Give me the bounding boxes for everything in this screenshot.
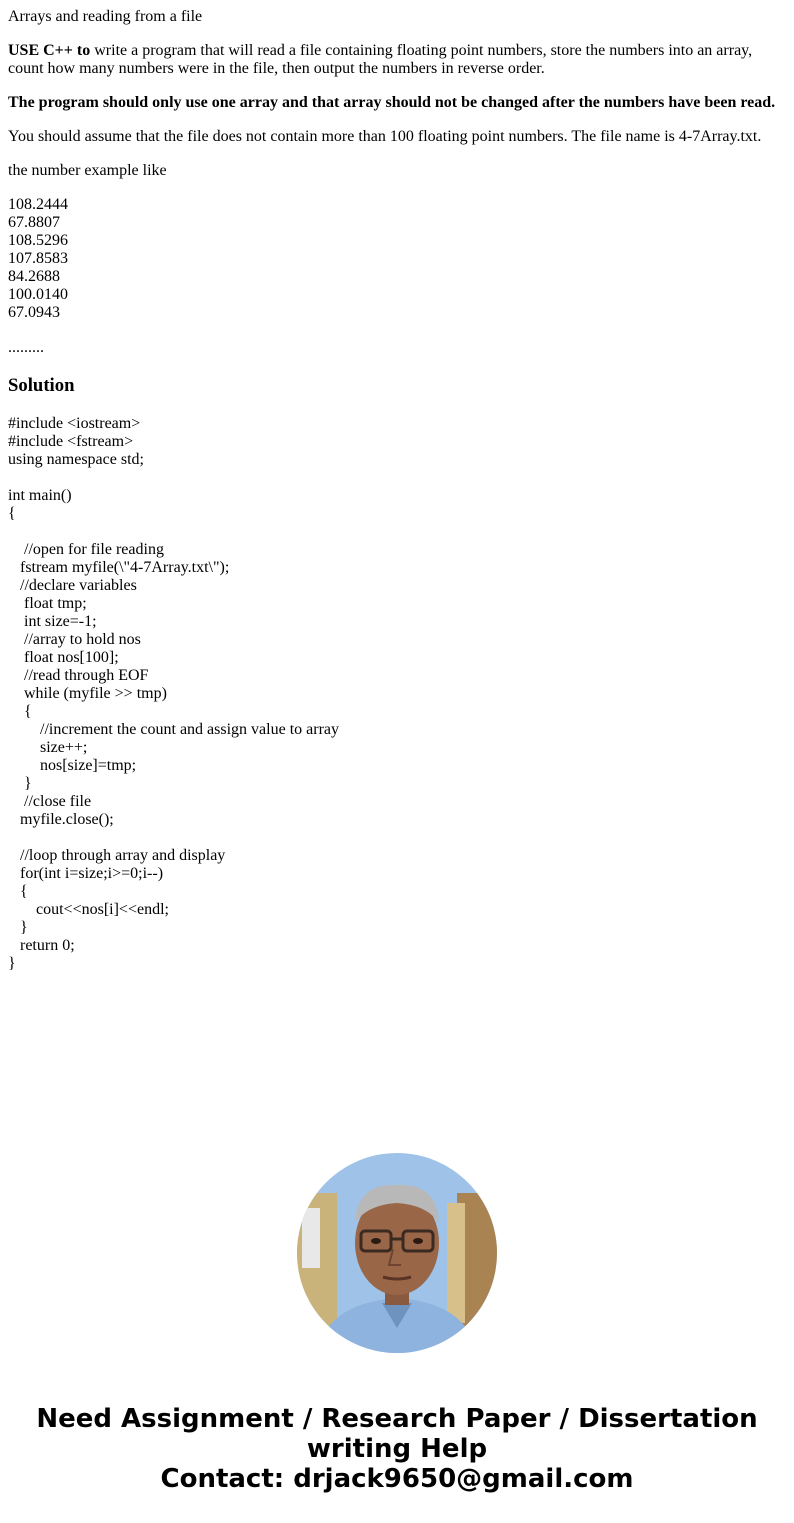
code-line: size++; bbox=[8, 739, 88, 756]
question-assumption: You should assume that the file does not contain more than 100 floating point numbers. The file name is 4-7Array.txt. bbox=[8, 128, 762, 145]
footer-contact: Contact: drjack9650@gmail.com bbox=[160, 1464, 634, 1494]
code-line: while (myfile >> tmp) bbox=[8, 685, 167, 702]
code-line: //increment the count and assign value to array bbox=[8, 721, 340, 738]
code-line: //declare variables bbox=[8, 577, 137, 594]
code-line: return 0; bbox=[8, 937, 75, 954]
number-item: 67.0943 bbox=[8, 304, 60, 321]
code-line: nos[size]=tmp; bbox=[8, 757, 137, 774]
code-line bbox=[8, 469, 339, 487]
code-line bbox=[8, 523, 339, 541]
code-line: } bbox=[8, 775, 32, 792]
question-intro bbox=[8, 42, 786, 78]
code-line: { bbox=[8, 505, 16, 522]
number-item: 67.8807 bbox=[8, 214, 60, 231]
footer-line: Need Assignment / Research Paper / Dissertation bbox=[36, 1404, 758, 1434]
question-title: Arrays and reading from a file bbox=[8, 8, 203, 25]
code-line: //open for file reading bbox=[8, 541, 164, 558]
number-item: 108.5296 bbox=[8, 232, 68, 249]
ellipsis: ......... bbox=[8, 339, 44, 356]
question-rule: The program should only use one array and that array should not be changed after the numbers have been read. bbox=[8, 94, 776, 111]
code-line: int main() bbox=[8, 487, 72, 504]
code-line: } bbox=[8, 955, 16, 972]
code-line: for(int i=size;i>=0;i--) bbox=[8, 865, 164, 882]
code-line: myfile.close(); bbox=[8, 811, 114, 828]
code-line: //loop through array and display bbox=[8, 847, 226, 864]
number-item: 107.8583 bbox=[8, 250, 68, 267]
code-line: cout<<nos[i]<<endl; bbox=[8, 901, 169, 918]
solution-code bbox=[8, 415, 339, 973]
code-line: using namespace std; bbox=[8, 451, 144, 468]
example-numbers bbox=[8, 196, 68, 322]
code-line: } bbox=[8, 919, 28, 936]
code-line: #include <fstream> bbox=[8, 433, 134, 450]
footer-line: writing Help bbox=[306, 1434, 488, 1464]
contact-footer bbox=[0, 1404, 794, 1494]
number-item: 108.2444 bbox=[8, 196, 68, 213]
number-item: 100.0140 bbox=[8, 286, 68, 303]
example-label: the number example like bbox=[8, 162, 167, 179]
code-line: fstream myfile(\"4-7Array.txt\"); bbox=[8, 559, 230, 576]
code-line: //array to hold nos bbox=[8, 631, 141, 648]
number-item: 84.2688 bbox=[8, 268, 60, 285]
intro-text: write a program that will read a file containing floating point numbers, store the numbers into an array, count how many numbers were in the file, then output the numbers in reverse order. bbox=[8, 42, 753, 77]
code-line: float tmp; bbox=[8, 595, 87, 612]
solution-heading: Solution bbox=[8, 375, 75, 396]
code-line: float nos[100]; bbox=[8, 649, 119, 666]
code-line: { bbox=[8, 703, 32, 720]
code-line: //read through EOF bbox=[8, 667, 149, 684]
code-line: int size=-1; bbox=[8, 613, 97, 630]
code-line: { bbox=[8, 883, 28, 900]
code-line bbox=[8, 829, 339, 847]
code-line: #include <iostream> bbox=[8, 415, 141, 432]
tutor-avatar bbox=[297, 1153, 497, 1353]
tutor-portrait bbox=[297, 1153, 497, 1353]
code-line: //close file bbox=[8, 793, 92, 810]
intro-bold: USE C++ to bbox=[8, 42, 91, 59]
